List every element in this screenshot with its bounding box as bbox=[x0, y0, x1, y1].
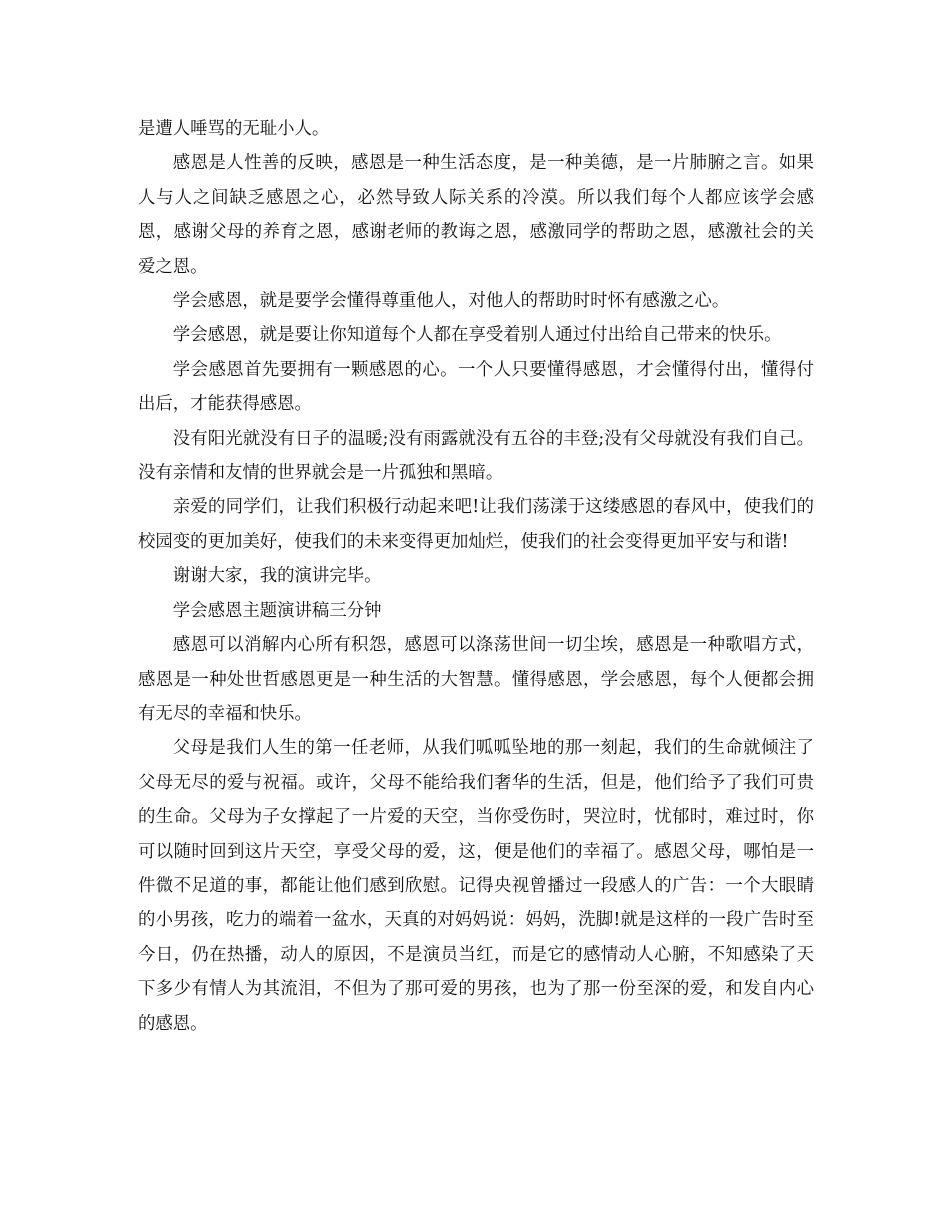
paragraph: 感恩可以消解内心所有积怨，感恩可以涤荡世间一切尘埃，感恩是一种歌唱方式，感恩是一种处世哲感恩更是一种生活的大智慧。懂得感恩，学会感恩，每个人便都会拥有无尽的幸福和快乐。 bbox=[138, 635, 814, 724]
paragraph: 父母是我们人生的第一任老师，从我们呱呱坠地的那一刻起，我们的生命就倾注了父母无尽的爱与祝福。或许，父母不能给我们奢华的生活，但是，他们给予了我们可贵的生命。父母为子女撑起了一片爱的天空，当你受伤时，哭泣时，忧郁时，难过时，你可以随时回到这片天空，享受父母的爱，这，便是他们的幸福了。感恩父母，哪怕是一件微不足道的事，都能让他们感到欣慰。记得央视曾播过一段感人的广告：一个大眼睛的小男孩，吃力的端着一盆水，天真的对妈妈说：妈妈，洗脚!就是这样的一段广告时至今日，仍在热播，动人的原因，不是演员当红，而是它的感情动人心腑，不知感染了天下多少有情人为其流泪，不但为了那可爱的男孩，也为了那一份至深的爱，和发自内心的感恩。 bbox=[138, 738, 814, 1034]
document-page bbox=[138, 112, 814, 1041]
paragraph: 学会感恩，就是要学会懂得尊重他人，对他人的帮助时时怀有感激之心。 bbox=[172, 291, 730, 312]
paragraph-continuation: 是遭人唾骂的无耻小人。 bbox=[138, 119, 330, 139]
paragraph: 谢谢大家，我的演讲完毕。 bbox=[172, 566, 382, 587]
paragraph: 没有阳光就没有日子的温暖;没有雨露就没有五谷的丰登;没有父母就没有我们自己。没有亲情和友情的世界就会是一片孤独和黑暗。 bbox=[138, 428, 814, 484]
paragraph: 学会感恩，就是要让你知道每个人都在享受着别人通过付出给自己带来的快乐。 bbox=[172, 325, 782, 346]
paragraph: 感恩是人性善的反映，感恩是一种生活态度，是一种美德，是一片肺腑之言。如果人与人之间缺乏感恩之心，必然导致人际关系的冷漠。所以我们每个人都应该学会感恩，感谢父母的养育之恩，感谢老师的教诲之恩，感激同学的帮助之恩，感激社会的关爱之恩。 bbox=[138, 153, 814, 277]
paragraph: 学会感恩首先要拥有一颗感恩的心。一个人只要懂得感恩，才会懂得付出，懂得付出后，才能获得感恩。 bbox=[138, 359, 814, 415]
paragraph: 亲爱的同学们，让我们积极行动起来吧!让我们荡漾于这缕感恩的春风中，使我们的校园变的更加美好，使我们的未来变得更加灿烂，使我们的社会变得更加平安与和谐! bbox=[138, 497, 814, 552]
section-title: 学会感恩主题演讲稿三分钟 bbox=[172, 600, 382, 621]
